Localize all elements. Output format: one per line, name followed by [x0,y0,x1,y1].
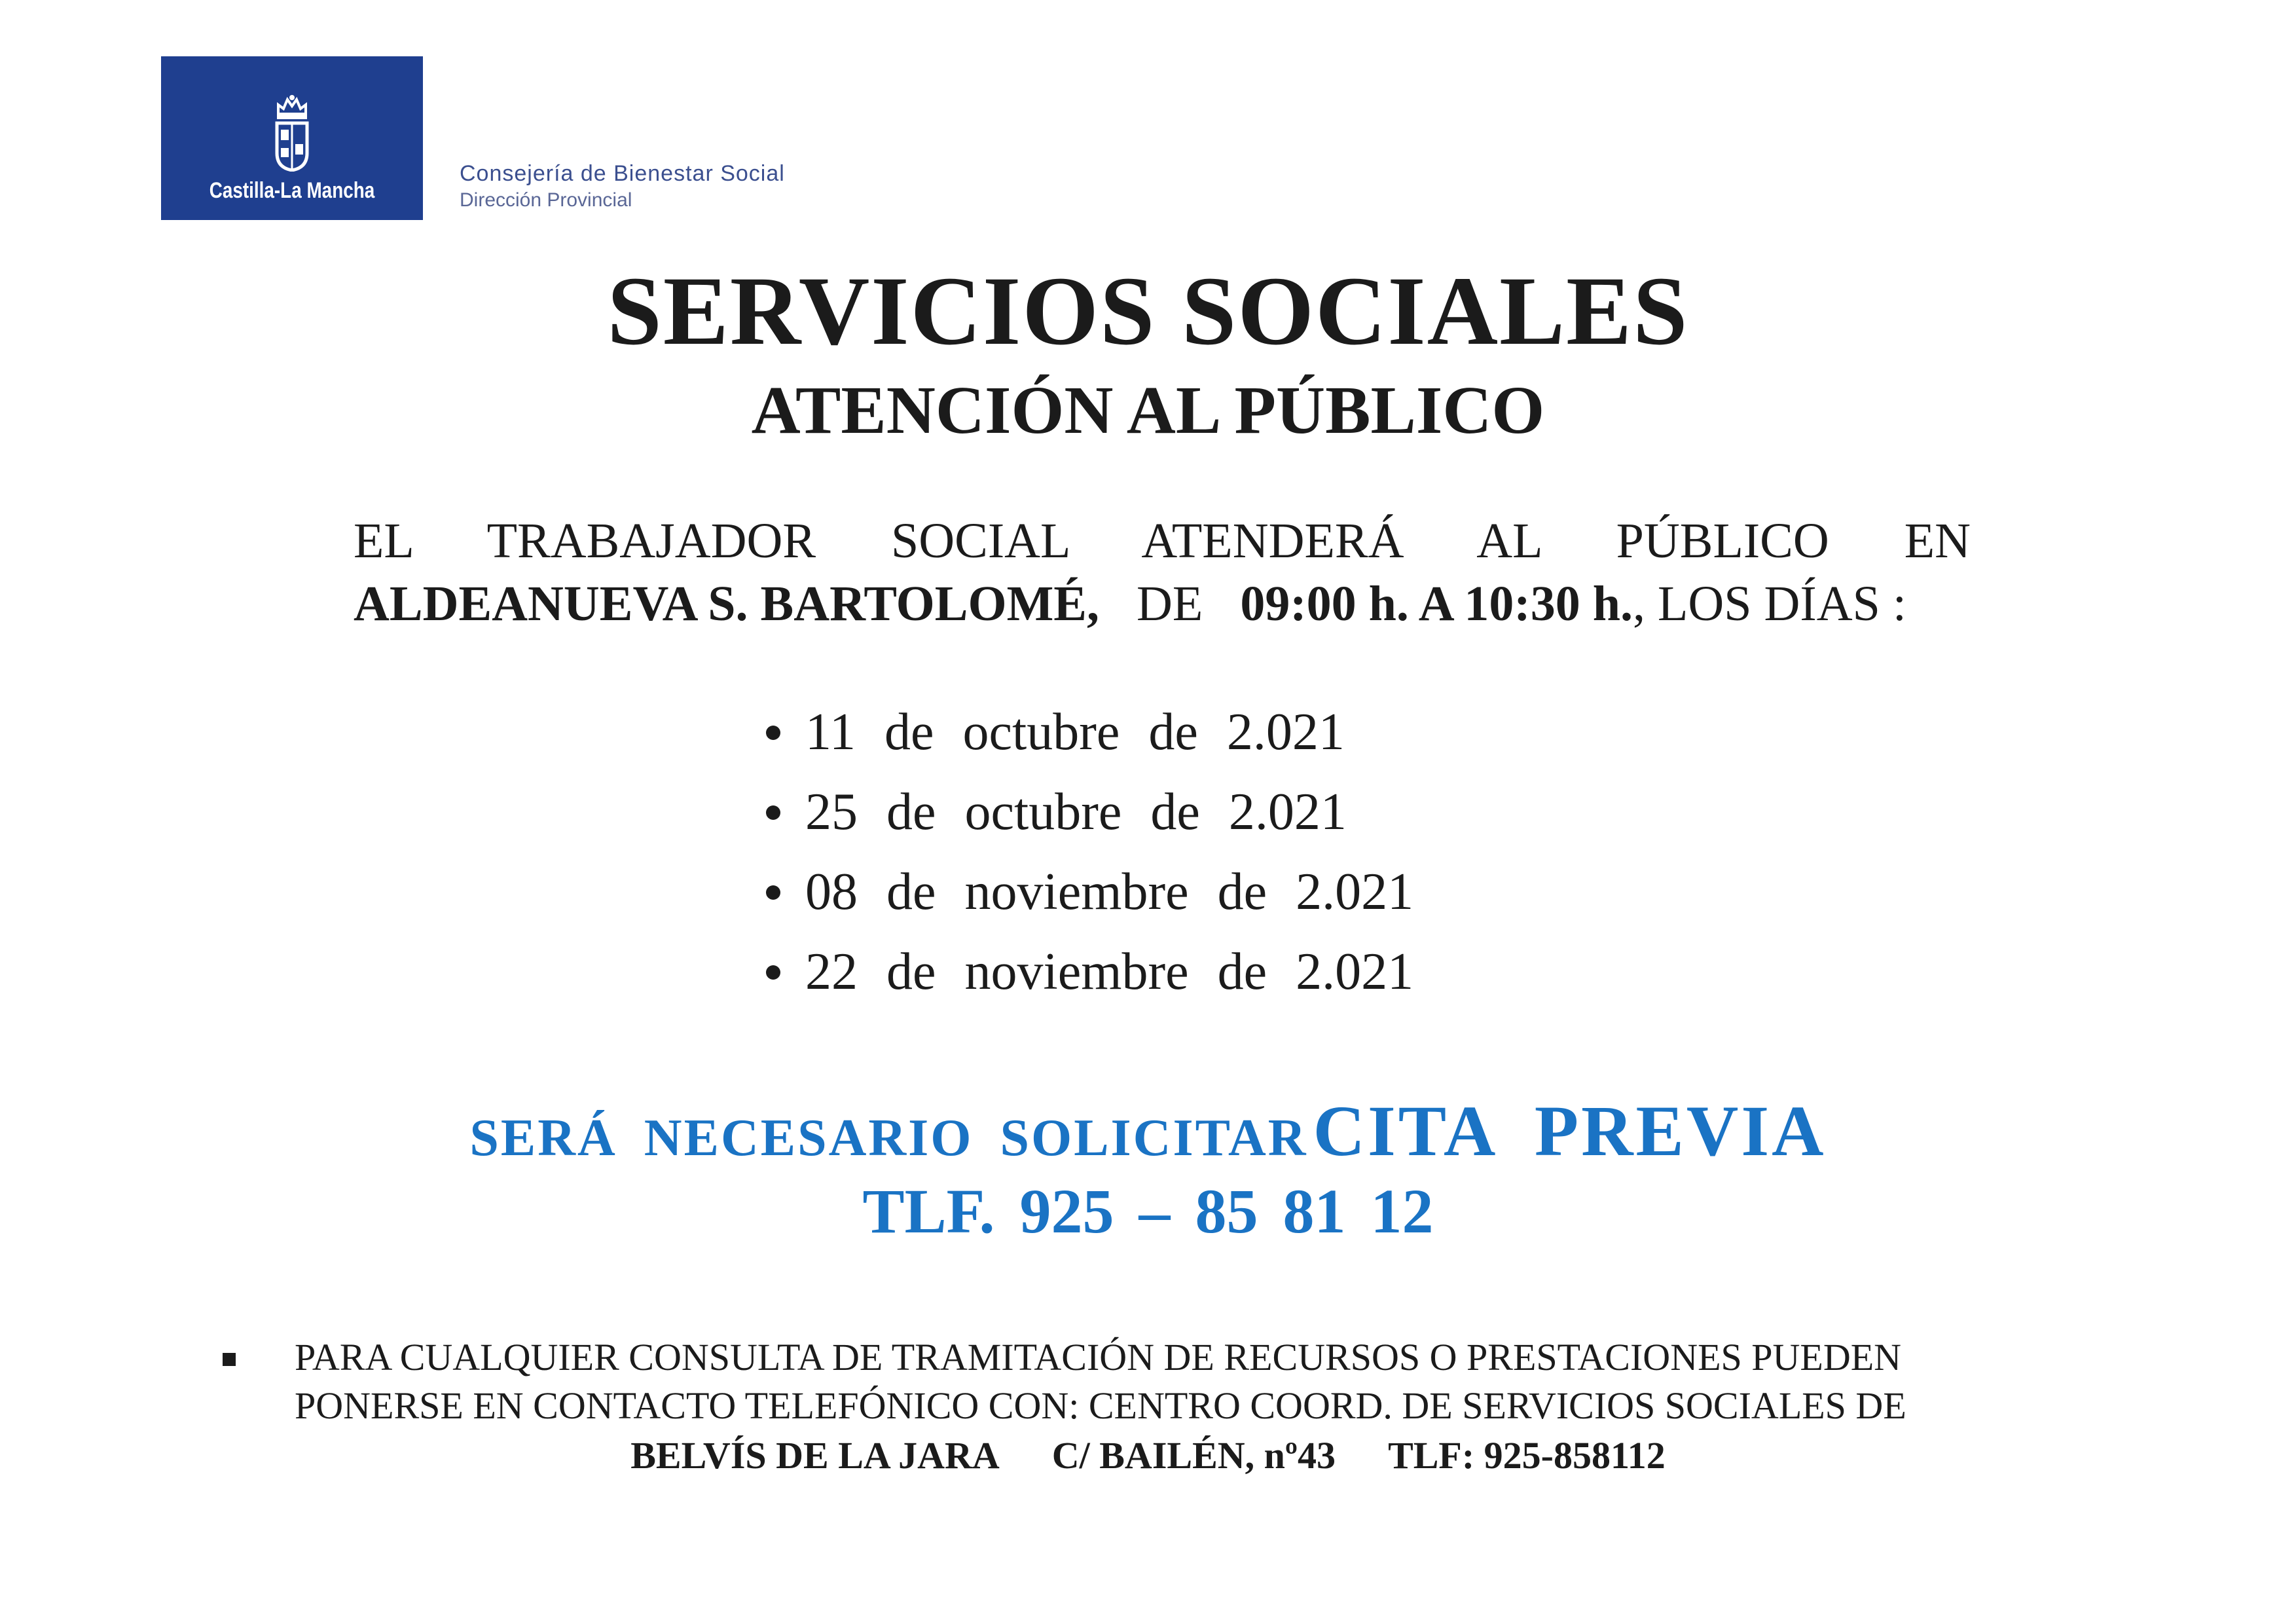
logo-text: Castilla-La Mancha [209,178,375,203]
date-text: 22 de noviembre de 2.021 [805,943,1414,1001]
appointment-highlight: CITA PREVIA [1313,1091,1827,1171]
square-bullet-icon [223,1353,236,1366]
intro-de: DE [1137,576,1203,631]
bullet-icon [766,885,780,900]
sub-department-name: Dirección Provincial [460,189,632,211]
intro-hours: 09:00 h. A 10:30 h. [1240,576,1633,631]
bullet-icon [766,726,780,740]
footer-phone: TLF: 925-858112 [1388,1434,1666,1477]
page-title: SERVICIOS SOCIALES [607,257,1689,365]
coat-of-arms-icon [273,94,311,172]
intro-line-1: EL TRABAJADOR SOCIAL ATENDERÁ AL PÚBLICO EN [354,513,1971,568]
date-text: 11 de octubre de 2.021 [805,703,1345,761]
appointment-notice [0,1091,2296,1171]
date-text: 25 de octubre de 2.021 [805,783,1347,841]
list-item [766,783,1413,866]
bullet-icon [766,805,780,820]
footer-contact-line [0,1434,2296,1477]
page-subtitle: ATENCIÓN AL PÚBLICO [751,373,1545,448]
bullet-icon [766,965,780,980]
department-name: Consejería de Bienestar Social [460,161,785,186]
footer-address: C/ BAILÉN, nº43 [1051,1434,1336,1477]
list-item [766,943,1414,1025]
institution-logo [161,56,423,220]
date-list [766,703,1414,1025]
footer-note-line-2: PONERSE EN CONTACTO TELEFÓNICO CON: CENTRO COORD. DE SERVICIOS SOCIALES DE [295,1384,1906,1427]
intro-line-2 [354,576,1971,631]
footer-note-line-1: PARA CUALQUIER CONSULTA DE TRAMITACIÓN DE RECURSOS O PRESTACIONES PUEDEN [295,1336,1902,1378]
intro-tail: , LOS DÍAS : [1632,576,1907,631]
list-item [766,703,1413,786]
date-text: 08 de noviembre de 2.021 [805,863,1414,921]
appointment-prefix: SERÁ NECESARIO SOLICITAR [469,1109,1308,1167]
appointment-phone: TLF. 925 – 85 81 12 [862,1176,1434,1246]
department-heading [460,160,785,212]
footer-location: BELVÍS DE LA JARA [630,1434,1000,1477]
intro-place: ALDEANUEVA S. BARTOLOMÉ, [354,576,1099,631]
list-item [766,863,1414,946]
